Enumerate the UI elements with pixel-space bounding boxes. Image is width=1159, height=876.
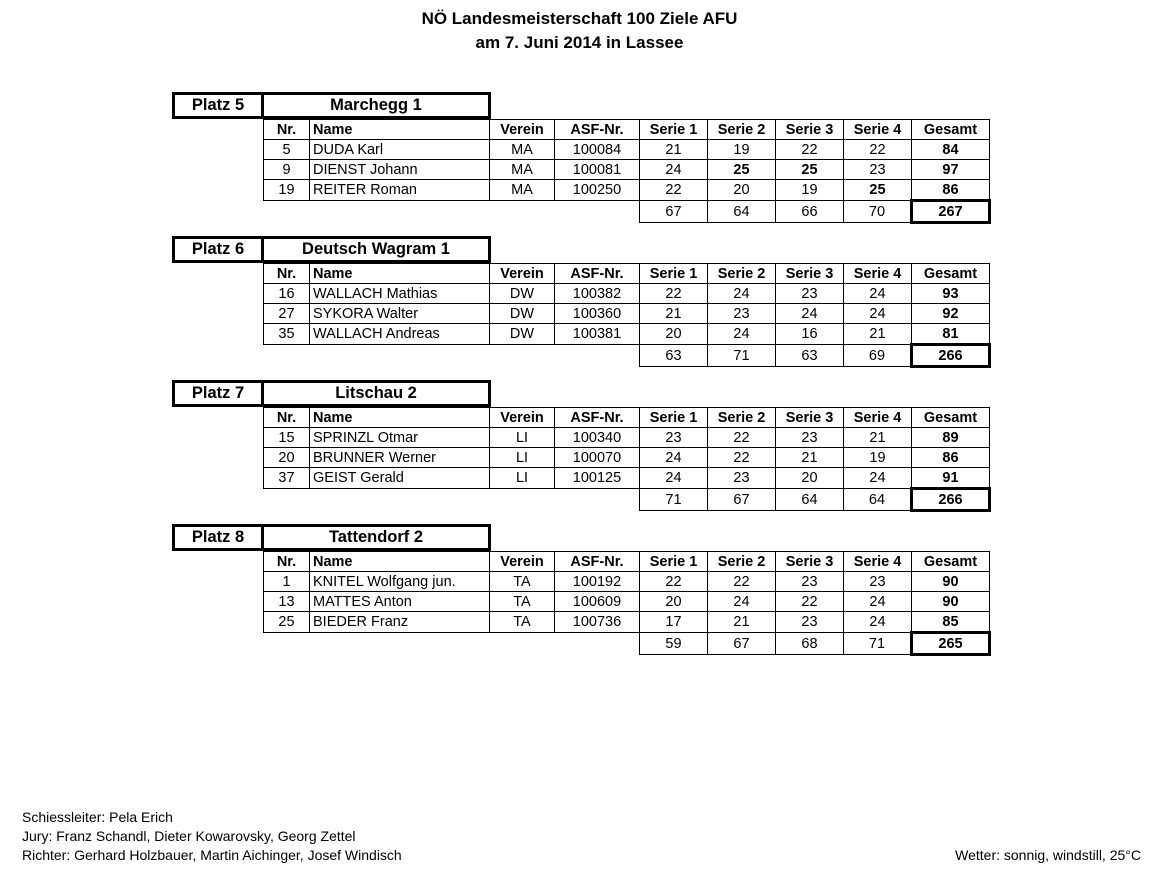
asf-number: 100340: [555, 428, 640, 448]
shooter-name: BRUNNER Werner: [310, 448, 490, 468]
table-row: [264, 572, 990, 592]
shooter-number: 5: [264, 140, 310, 160]
series-4-score: 22: [844, 140, 912, 160]
shooter-name: DUDA Karl: [310, 140, 490, 160]
series-2-score: 21: [708, 612, 776, 633]
shooter-name: MATTES Anton: [310, 592, 490, 612]
series-sum: 67: [708, 633, 776, 655]
shooter-number: 9: [264, 160, 310, 180]
series-sum: 71: [640, 489, 708, 511]
series-2-score: 23: [708, 304, 776, 324]
column-header: Serie 1: [640, 120, 708, 140]
shooter-name: KNITEL Wolfgang jun.: [310, 572, 490, 592]
series-4-score: 24: [844, 284, 912, 304]
asf-number: 100736: [555, 612, 640, 633]
series-2-score: 24: [708, 284, 776, 304]
blank-cell: [490, 633, 555, 655]
series-1-score: 23: [640, 428, 708, 448]
series-1-score: 20: [640, 592, 708, 612]
column-header: Name: [310, 408, 490, 428]
club-code: LI: [490, 468, 555, 489]
club-code: MA: [490, 160, 555, 180]
total-score: 92: [912, 304, 990, 324]
series-sum: 66: [776, 201, 844, 223]
table-row: [264, 284, 990, 304]
team-sum-row: [264, 201, 990, 223]
total-score: 89: [912, 428, 990, 448]
series-4-score: 23: [844, 572, 912, 592]
series-1-score: 21: [640, 140, 708, 160]
blank-cell: [490, 489, 555, 511]
shooter-name: DIENST Johann: [310, 160, 490, 180]
series-sum: 64: [844, 489, 912, 511]
team-name: Litschau 2: [261, 380, 491, 407]
asf-number: 100192: [555, 572, 640, 592]
series-sum: 68: [776, 633, 844, 655]
table-row: [264, 448, 990, 468]
series-3-score: 24: [776, 304, 844, 324]
series-4-score: 24: [844, 304, 912, 324]
total-score: 86: [912, 448, 990, 468]
asf-number: 100125: [555, 468, 640, 489]
blank-cell: [555, 633, 640, 655]
blank-cell: [310, 345, 490, 367]
column-header: Serie 2: [708, 408, 776, 428]
series-2-score: 22: [708, 428, 776, 448]
shooter-number: 25: [264, 612, 310, 633]
blank-cell: [310, 633, 490, 655]
column-header: Nr.: [264, 552, 310, 572]
document-subtitle: am 7. Juni 2014 in Lassee: [475, 33, 684, 52]
column-header: ASF-Nr.: [555, 264, 640, 284]
series-2-score: 22: [708, 448, 776, 468]
series-1-score: 17: [640, 612, 708, 633]
series-3-score: 23: [776, 428, 844, 448]
asf-number: 100382: [555, 284, 640, 304]
series-2-score: 20: [708, 180, 776, 201]
shooter-name: WALLACH Andreas: [310, 324, 490, 345]
series-3-score: 23: [776, 572, 844, 592]
column-header: Serie 1: [640, 552, 708, 572]
column-header: Name: [310, 120, 490, 140]
shooter-name: SPRINZL Otmar: [310, 428, 490, 448]
shooter-number: 37: [264, 468, 310, 489]
series-2-score: 24: [708, 324, 776, 345]
column-header: ASF-Nr.: [555, 552, 640, 572]
column-header: Verein: [490, 552, 555, 572]
series-1-score: 24: [640, 160, 708, 180]
series-1-score: 22: [640, 180, 708, 201]
series-3-score: 20: [776, 468, 844, 489]
series-2-score: 24: [708, 592, 776, 612]
table-row: [264, 304, 990, 324]
column-header: Gesamt: [912, 552, 990, 572]
club-code: DW: [490, 304, 555, 324]
series-2-score: 19: [708, 140, 776, 160]
table-row: [264, 468, 990, 489]
series-4-score: 21: [844, 324, 912, 345]
table-header-row: [264, 120, 990, 140]
column-header: Serie 3: [776, 552, 844, 572]
shooter-name: BIEDER Franz: [310, 612, 490, 633]
footer-schiessleiter: Schiessleiter: Pela Erich: [22, 809, 173, 825]
series-3-score: 16: [776, 324, 844, 345]
results-table: [263, 551, 991, 656]
total-score: 91: [912, 468, 990, 489]
series-4-score: 23: [844, 160, 912, 180]
series-3-score: 21: [776, 448, 844, 468]
column-header: Serie 3: [776, 120, 844, 140]
series-sum: 67: [708, 489, 776, 511]
series-3-score: 22: [776, 140, 844, 160]
placement-label: Platz 7: [172, 380, 264, 407]
results-table: [263, 407, 991, 512]
blank-cell: [264, 345, 310, 367]
total-score: 97: [912, 160, 990, 180]
team-sum-row: [264, 489, 990, 511]
column-header: Serie 1: [640, 264, 708, 284]
placement-label: Platz 5: [172, 92, 264, 119]
asf-number: 100081: [555, 160, 640, 180]
column-header: Serie 3: [776, 264, 844, 284]
column-header: Serie 2: [708, 552, 776, 572]
total-score: 81: [912, 324, 990, 345]
club-code: DW: [490, 324, 555, 345]
table-header-row: [264, 552, 990, 572]
team-name: Tattendorf 2: [261, 524, 491, 551]
blank-cell: [555, 489, 640, 511]
series-4-score: 19: [844, 448, 912, 468]
table-row: [264, 324, 990, 345]
column-header: Gesamt: [912, 120, 990, 140]
club-code: LI: [490, 448, 555, 468]
table-row: [264, 592, 990, 612]
shooter-name: WALLACH Mathias: [310, 284, 490, 304]
series-4-score: 21: [844, 428, 912, 448]
team-sum-row: [264, 633, 990, 655]
series-1-score: 20: [640, 324, 708, 345]
column-header: Serie 3: [776, 408, 844, 428]
table-row: [264, 428, 990, 448]
club-code: TA: [490, 592, 555, 612]
series-4-score: 25: [844, 180, 912, 201]
club-code: TA: [490, 612, 555, 633]
series-sum: 63: [776, 345, 844, 367]
series-sum: 63: [640, 345, 708, 367]
blank-cell: [310, 201, 490, 223]
series-sum: 70: [844, 201, 912, 223]
team-name: Marchegg 1: [261, 92, 491, 119]
column-header: Serie 4: [844, 408, 912, 428]
shooter-number: 19: [264, 180, 310, 201]
results-table: [263, 119, 991, 224]
blank-cell: [264, 489, 310, 511]
table-row: [264, 160, 990, 180]
series-sum: 69: [844, 345, 912, 367]
asf-number: 100250: [555, 180, 640, 201]
blank-cell: [555, 201, 640, 223]
table-header-row: [264, 264, 990, 284]
series-sum: 59: [640, 633, 708, 655]
team-name: Deutsch Wagram 1: [261, 236, 491, 263]
series-4-score: 24: [844, 592, 912, 612]
shooter-number: 20: [264, 448, 310, 468]
total-score: 85: [912, 612, 990, 633]
total-score: 90: [912, 592, 990, 612]
column-header: Serie 4: [844, 552, 912, 572]
shooter-number: 1: [264, 572, 310, 592]
series-3-score: 22: [776, 592, 844, 612]
series-sum: 71: [708, 345, 776, 367]
asf-number: 100070: [555, 448, 640, 468]
team-total: 266: [912, 345, 990, 367]
column-header: ASF-Nr.: [555, 408, 640, 428]
series-1-score: 24: [640, 468, 708, 489]
column-header: Verein: [490, 264, 555, 284]
shooter-number: 13: [264, 592, 310, 612]
column-header: Serie 2: [708, 120, 776, 140]
series-sum: 71: [844, 633, 912, 655]
shooter-number: 16: [264, 284, 310, 304]
club-code: LI: [490, 428, 555, 448]
column-header: Nr.: [264, 264, 310, 284]
blank-cell: [264, 201, 310, 223]
club-code: MA: [490, 180, 555, 201]
footer-jury: Jury: Franz Schandl, Dieter Kowarovsky, Georg Zettel: [22, 828, 356, 844]
placement-label: Platz 6: [172, 236, 264, 263]
series-3-score: 23: [776, 284, 844, 304]
asf-number: 100360: [555, 304, 640, 324]
asf-number: 100609: [555, 592, 640, 612]
blank-cell: [264, 633, 310, 655]
series-3-score: 25: [776, 160, 844, 180]
column-header: Serie 1: [640, 408, 708, 428]
total-score: 90: [912, 572, 990, 592]
club-code: DW: [490, 284, 555, 304]
table-row: [264, 612, 990, 633]
blank-cell: [555, 345, 640, 367]
blank-cell: [490, 201, 555, 223]
column-header: Gesamt: [912, 264, 990, 284]
table-header-row: [264, 408, 990, 428]
column-header: Serie 4: [844, 264, 912, 284]
team-total: 266: [912, 489, 990, 511]
team-sum-row: [264, 345, 990, 367]
footer-weather: Wetter: sonnig, windstill, 25°C: [955, 847, 1141, 863]
club-code: TA: [490, 572, 555, 592]
column-header: Nr.: [264, 120, 310, 140]
blank-cell: [490, 345, 555, 367]
total-score: 84: [912, 140, 990, 160]
asf-number: 100381: [555, 324, 640, 345]
table-row: [264, 140, 990, 160]
series-3-score: 19: [776, 180, 844, 201]
column-header: Serie 2: [708, 264, 776, 284]
series-sum: 67: [640, 201, 708, 223]
shooter-number: 15: [264, 428, 310, 448]
series-4-score: 24: [844, 468, 912, 489]
series-2-score: 25: [708, 160, 776, 180]
series-1-score: 21: [640, 304, 708, 324]
team-total: 265: [912, 633, 990, 655]
column-header: Name: [310, 264, 490, 284]
placement-label: Platz 8: [172, 524, 264, 551]
shooter-number: 35: [264, 324, 310, 345]
total-score: 93: [912, 284, 990, 304]
asf-number: 100084: [555, 140, 640, 160]
series-1-score: 22: [640, 572, 708, 592]
shooter-number: 27: [264, 304, 310, 324]
series-3-score: 23: [776, 612, 844, 633]
footer-richter: Richter: Gerhard Holzbauer, Martin Aichinger, Josef Windisch: [22, 847, 402, 863]
series-2-score: 23: [708, 468, 776, 489]
series-2-score: 22: [708, 572, 776, 592]
series-1-score: 22: [640, 284, 708, 304]
shooter-name: REITER Roman: [310, 180, 490, 201]
document-title: NÖ Landesmeisterschaft 100 Ziele AFU: [421, 9, 738, 28]
column-header: Verein: [490, 120, 555, 140]
column-header: Verein: [490, 408, 555, 428]
total-score: 86: [912, 180, 990, 201]
column-header: Nr.: [264, 408, 310, 428]
shooter-name: SYKORA Walter: [310, 304, 490, 324]
series-sum: 64: [708, 201, 776, 223]
club-code: MA: [490, 140, 555, 160]
table-row: [264, 180, 990, 201]
results-table: [263, 263, 991, 368]
team-total: 267: [912, 201, 990, 223]
series-4-score: 24: [844, 612, 912, 633]
column-header: Serie 4: [844, 120, 912, 140]
column-header: Name: [310, 552, 490, 572]
shooter-name: GEIST Gerald: [310, 468, 490, 489]
series-1-score: 24: [640, 448, 708, 468]
column-header: Gesamt: [912, 408, 990, 428]
blank-cell: [310, 489, 490, 511]
series-sum: 64: [776, 489, 844, 511]
column-header: ASF-Nr.: [555, 120, 640, 140]
